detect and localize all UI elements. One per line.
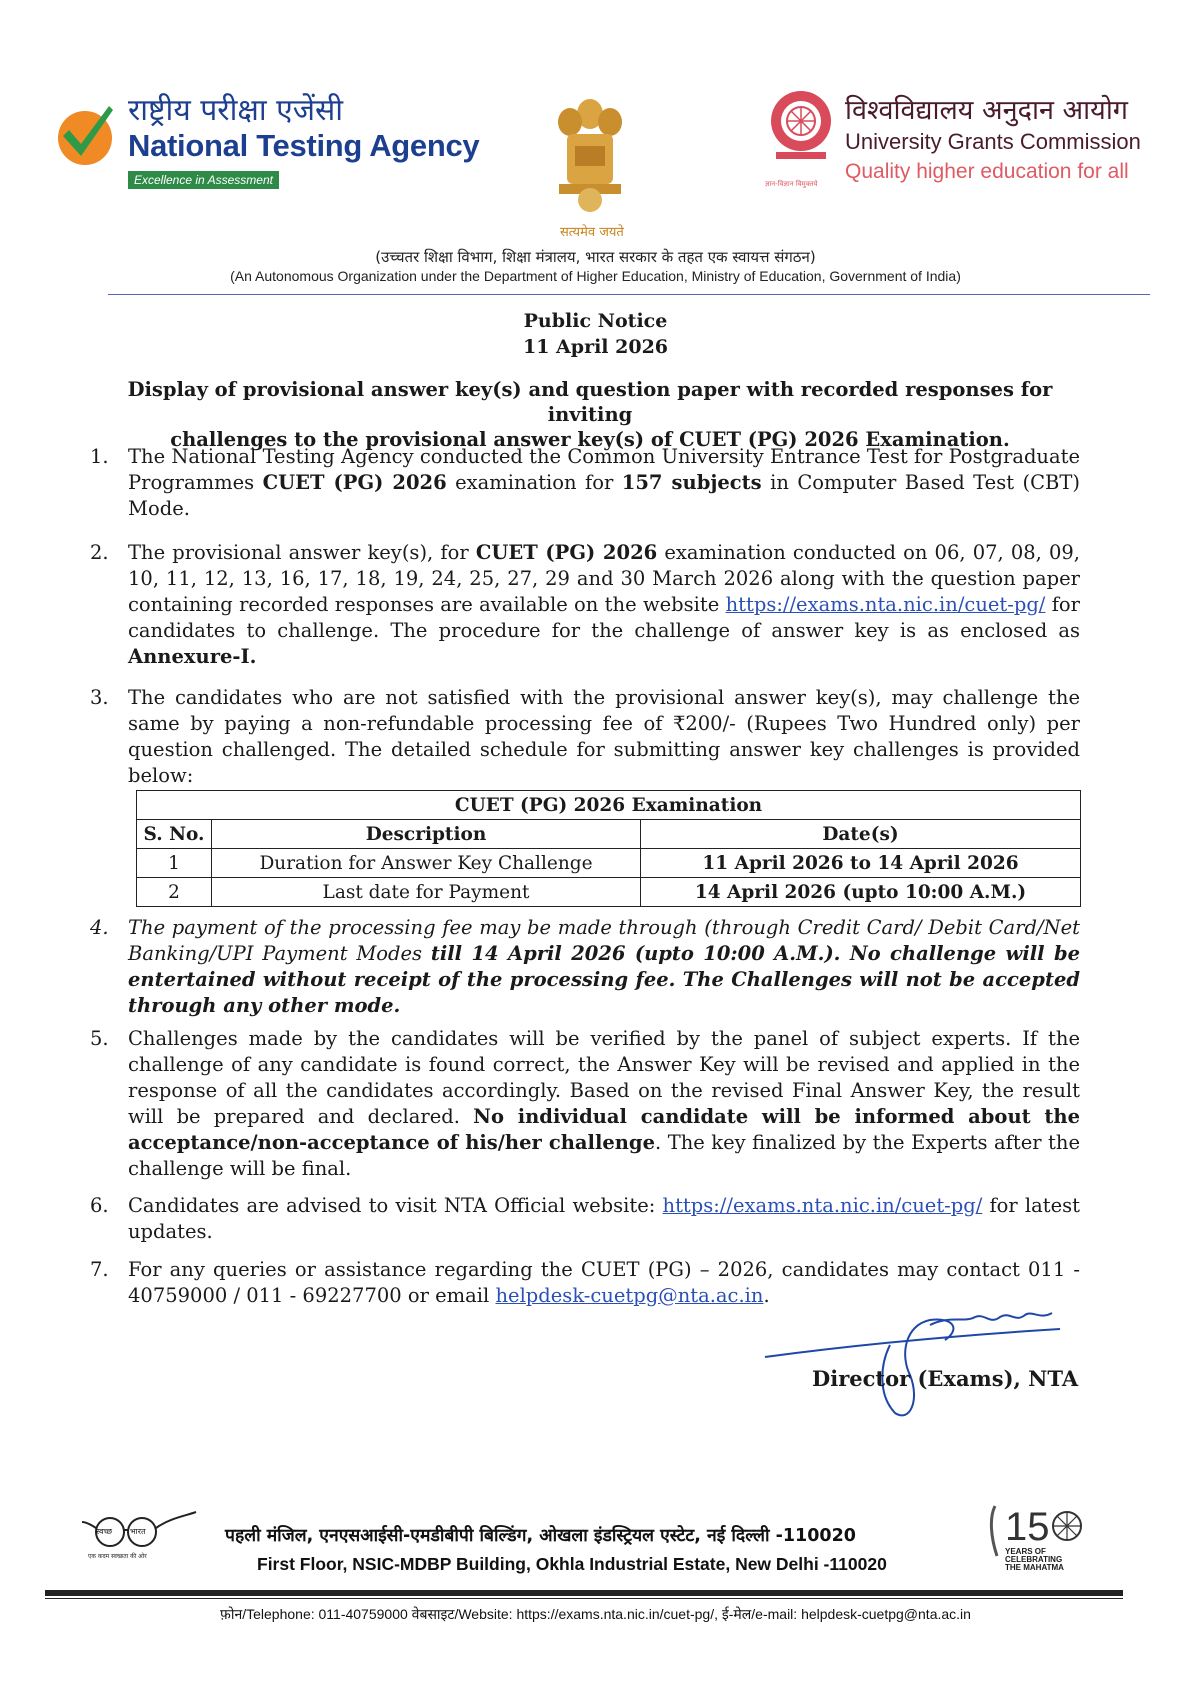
- logo150-line3: THE MAHATMA: [1005, 1563, 1064, 1572]
- footer-contact: फ़ोन/Telephone: 011-40759000 वेबसाइट/Website: https://exams.nta.nic.in/cuet-pg/, ई-मेल/e-mail: helpdesk-cuetpg@nta.ac.in: [220, 1606, 971, 1622]
- website-link[interactable]: https://exams.nta.nic.in/cuet-pg/: [725, 593, 1046, 616]
- nta-tagline: Excellence in Assessment: [128, 171, 279, 189]
- notice-item-1: [90, 444, 1080, 522]
- item-number: 2.: [90, 541, 109, 564]
- ugc-small-motto: ज्ञान-विज्ञान विमुक्तये: [765, 180, 818, 188]
- cell-sno: 2: [137, 878, 212, 907]
- signature-icon: [760, 1295, 1090, 1425]
- notice-item-4: [90, 915, 1080, 1019]
- item-number: 7.: [90, 1258, 109, 1281]
- item-text: The National Testing Agency conducted the Common University Entrance Test for Postgraduate Programmes: [128, 445, 1080, 494]
- notice-heading: Public Notice: [523, 310, 668, 332]
- logo150-line2: CELEBRATING: [1005, 1555, 1063, 1564]
- swachh-label-1: स्वच्छ: [96, 1527, 113, 1536]
- email-link[interactable]: helpdesk-cuetpg@nta.ac.in: [495, 1284, 764, 1307]
- ugc-logo-icon: [768, 88, 834, 178]
- table-row: [137, 849, 1081, 878]
- item-bold: CUET (PG) 2026: [475, 541, 658, 564]
- swachh-label-2: भारत: [130, 1527, 146, 1536]
- ugc-name-hindi: विश्वविद्यालय अनुदान आयोग: [845, 95, 1129, 126]
- footer-address-english: First Floor, NSIC-MDBP Building, Okhla Industrial Estate, New Delhi -110020: [257, 1554, 887, 1574]
- item-bold: CUET (PG) 2026: [262, 471, 447, 494]
- col-header-description: Description: [212, 820, 641, 849]
- nta-logo-icon: [55, 98, 117, 168]
- item-bold: No individual candidate will be informed about the acceptance/non-acceptance of his/her challenge: [128, 1105, 1080, 1154]
- item-text: The payment of the processing fee may be made through (through Credit Card/ Debit Card/Net Banking/UPI Payment Modes: [128, 916, 1080, 965]
- item-text: The provisional answer key(s), for: [128, 541, 476, 564]
- item-number: 1.: [90, 445, 109, 468]
- item-text: Candidates are advised to visit NTA Official website:: [128, 1194, 663, 1217]
- item-bold: 157 subjects: [621, 471, 762, 494]
- item-text: The candidates who are not satisfied with the provisional answer key(s), may challenge the same by paying a non-refundable processing fee of ₹200/- (Rupees Two Hundred only) per question challenged. The detailed schedule for submitting answer key challenges is provided below:: [128, 686, 1080, 787]
- item-number: 6.: [90, 1194, 109, 1217]
- footer-address-hindi: पहली मंजिल, एनएसआईसी-एमडीबीपी बिल्डिंग, ओखला इंडस्ट्रियल एस्टेट, नई दिल्ली -110020: [225, 1526, 856, 1546]
- footer-divider: [45, 1590, 1123, 1596]
- logo150-line1: YEARS OF: [1005, 1547, 1046, 1556]
- website-link[interactable]: https://exams.nta.nic.in/cuet-pg/: [662, 1194, 983, 1217]
- gandhi-150-logo: [985, 1498, 1085, 1572]
- item-text: . The key finalized by the Experts after the challenge will be final.: [128, 1131, 1080, 1180]
- notice-item-3: [90, 685, 1080, 789]
- autonomous-org-english: (An Autonomous Organization under the Department of Higher Education, Ministry of Education, Government of India): [230, 268, 961, 284]
- item-text: for latest updates.: [128, 1194, 1080, 1243]
- notice-item-2: [90, 540, 1080, 670]
- table-row: [137, 878, 1081, 907]
- col-header-sno: S. No.: [137, 820, 212, 849]
- notice-subject: [95, 377, 1085, 452]
- emblem-motto: सत्यमेव जयते: [560, 225, 624, 240]
- cell-dates: 14 April 2026 (upto 10:00 A.M.): [641, 878, 1081, 907]
- footer-divider-thin: [45, 1598, 1123, 1599]
- signatory-title: Director (Exams), NTA: [812, 1366, 1079, 1391]
- autonomous-org-hindi: (उच्चतर शिक्षा विभाग, शिक्षा मंत्रालय, भारत सरकार के तहत एक स्वायत्त संगठन): [375, 248, 816, 266]
- cell-description: Last date for Payment: [212, 878, 641, 907]
- item-text: .: [763, 1284, 770, 1307]
- cell-dates: 11 April 2026 to 14 April 2026: [641, 849, 1081, 878]
- schedule-table: [136, 790, 1081, 907]
- cell-description: Duration for Answer Key Challenge: [212, 849, 641, 878]
- item-text: examination for: [446, 471, 622, 494]
- item-text: Challenges made by the candidates will be verified by the panel of subject experts. If the challenge of any candidate is found correct, the Answer Key will be revised and applied in the response of all the candidates accordingly. Based on the revised Final Answer Key, the result will be prepared and declared.: [128, 1027, 1080, 1128]
- svg-text:15: 15: [1005, 1505, 1050, 1549]
- item-number: 5.: [90, 1027, 109, 1050]
- col-header-dates: Date(s): [641, 820, 1081, 849]
- notice-item-6: [90, 1193, 1080, 1245]
- ugc-name-english: University Grants Commission: [845, 129, 1141, 154]
- subject-line-1: Display of provisional answer key(s) and question paper with recorded responses for inviting: [127, 378, 1053, 426]
- notice-date: 11 April 2026: [522, 336, 669, 358]
- item-number: 4.: [90, 916, 109, 939]
- schedule-title: CUET (PG) 2026 Examination: [137, 791, 1081, 820]
- cell-sno: 1: [137, 849, 212, 878]
- item-text: For any queries or assistance regarding the CUET (PG) – 2026, candidates may contact 011 - 40759000 / 011 - 69227700 or email: [128, 1258, 1080, 1307]
- notice-item-5: [90, 1026, 1080, 1182]
- item-bold: till 14 April 2026 (upto 10:00 A.M.). No challenge will be entertained without receipt of the processing fee. The Challenges will not be accepted through any other mode.: [128, 942, 1080, 1017]
- nta-name-english: National Testing Agency: [128, 128, 480, 163]
- ugc-tagline: Quality higher education for all: [845, 160, 1129, 183]
- item-text: for candidates to challenge. The procedure for the challenge of answer key is as enclosed as: [128, 593, 1080, 642]
- subject-line-2: challenges to the provisional answer key(s) of CUET (PG) 2026 Examination.: [170, 428, 1010, 451]
- swachh-caption: एक कदम स्वच्छता की ओर: [88, 1553, 147, 1560]
- header-divider: [108, 294, 1150, 295]
- item-number: 3.: [90, 686, 109, 709]
- national-emblem-icon: [545, 90, 635, 218]
- item-text: in Computer Based Test (CBT) Mode.: [128, 471, 1080, 520]
- item-bold: Annexure-I.: [128, 645, 257, 668]
- nta-name-hindi: राष्ट्रीय परीक्षा एजेंसी: [128, 93, 344, 128]
- item-text: examination conducted on 06, 07, 08, 09, 10, 11, 12, 13, 16, 17, 18, 19, 24, 25, 27, 29 and 30 March 2026 along with the question paper containing recorded responses are available on the website: [128, 541, 1080, 616]
